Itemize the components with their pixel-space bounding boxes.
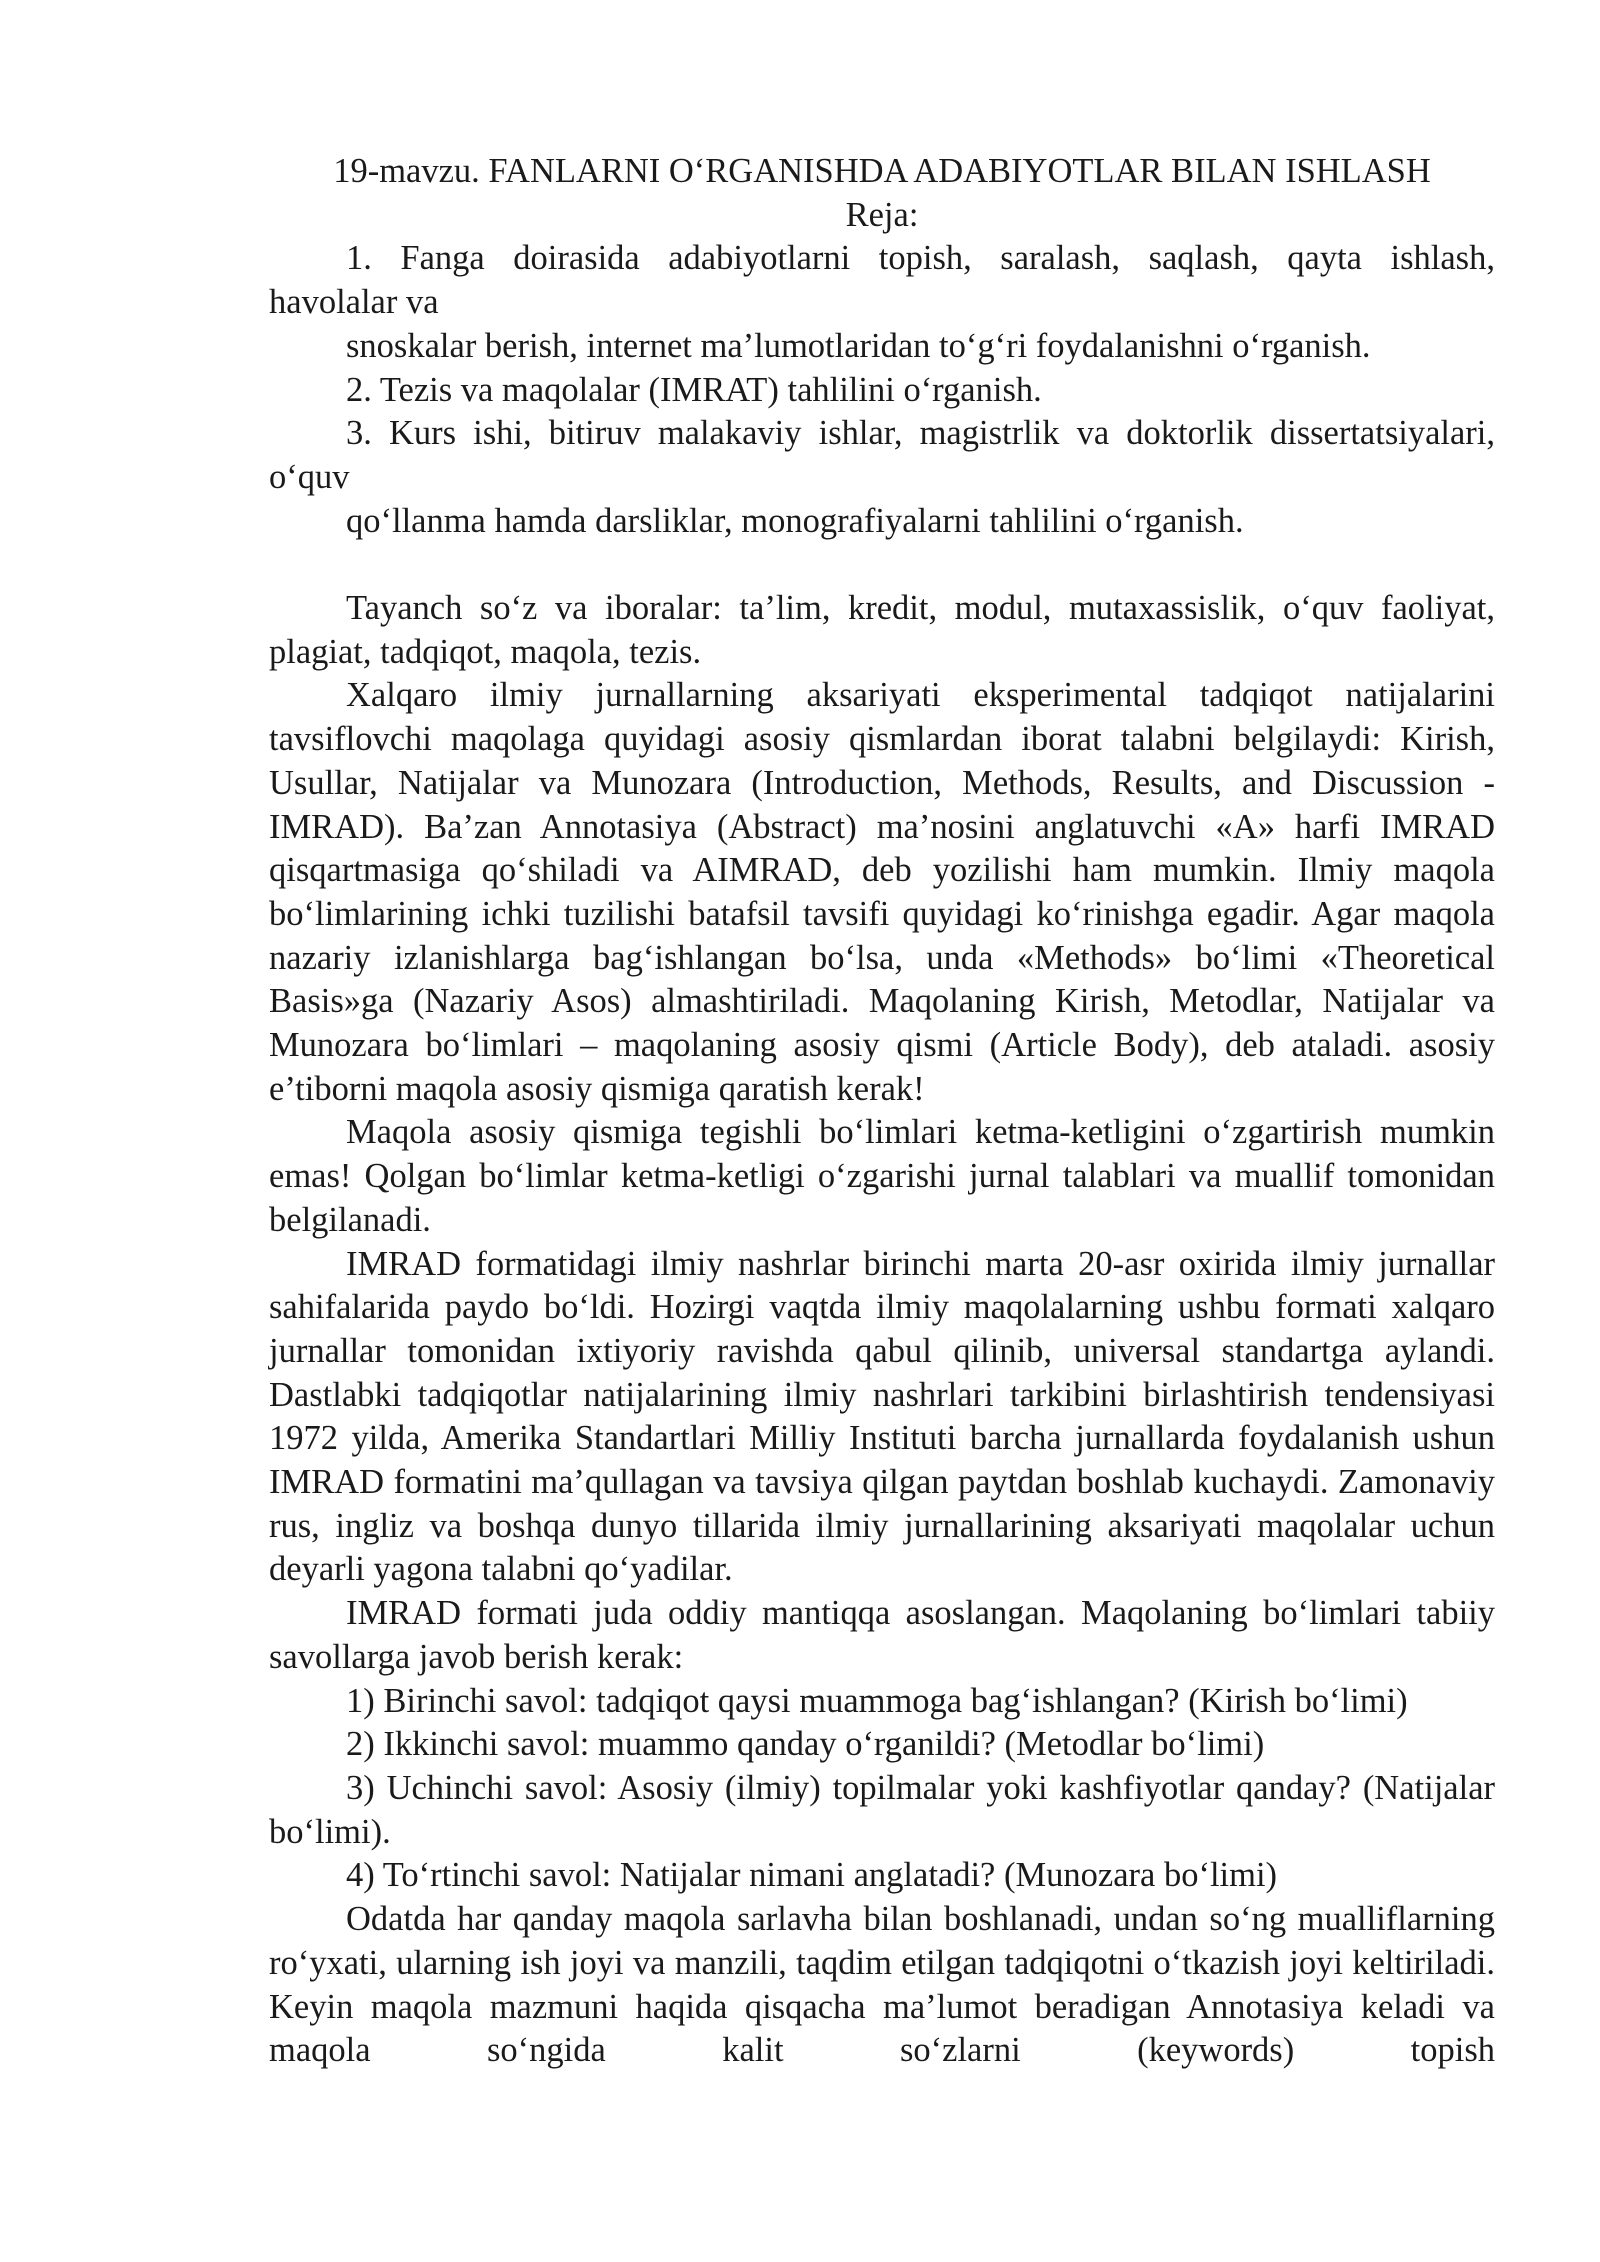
plan-item-1 [269,237,1495,368]
question-1: 1) Birinchi savol: tadqiqot qaysi muammoga bag‘ishlangan? (Kirish bo‘limi) [346,1681,1408,1720]
plan-heading: Reja: [845,195,919,234]
section-order-paragraph: Maqola asosiy qismiga tegishli bo‘limlari ketma-ketligini o‘zgartirish mumkin emas! Qolgan bo‘limlar ketma-ketligi o‘zgarishi jurnal talablari va muallif tomonidan belgilanadi. [269,1113,1495,1239]
document-title: 19-mavzu. FANLARNI O‘RGANISHDA ADABIYOTLAR BILAN ISHLASH [333,152,1431,190]
document-page [269,150,1495,2073]
plan-item-2 [269,369,1495,413]
question-4: 4) To‘rtinchi savol: Natijalar nimani anglatadi? (Munozara bo‘limi) [346,1856,1278,1895]
plan-item-2-line-1: 2. Tezis va maqolalar (IMRAT) tahlilini o‘rganish. [346,370,1042,409]
blank-line [269,543,1495,587]
imrad-intro-paragraph: Xalqaro ilmiy jurnallarning aksariyati eksperimental tadqiqot natijalarini tavsiflovchi maqolaga quyidagi asosiy qismlardan iborat talabni belgilaydi: Kirish, Usullar, Natijalar va Munozara (Introduction, Methods, Results, and Discussion - IMRAD). Ba’zan Annotasiya (Abstract) ma’nosini anglatuvchi «A» harfi IMRAD qisqartmasiga qo‘shiladi va AIMRAD, deb yozilishi ham mumkin. Ilmiy maqola bo‘limlarining ichki tuzilishi batafsil tavsifi quyidagi ko‘rinishga egadir. Agar maqola nazariy izlanishlarga bag‘ishlangan bo‘lsa, unda «Methods» bo‘limi «Theoretical Basis»ga (Nazariy Asos) almashtiriladi. Maqolaning Kirish, Metodlar, Natijalar va Munozara bo‘limlari – maqolaning asosiy qismi (Article Body), deb ataladi. asosiy e’tiborni maqola asosiy qismiga qaratish kerak! [269,676,1495,1108]
imrad-logic-paragraph: IMRAD formati juda oddiy mantiqqa asoslangan. Maqolaning bo‘limlari tabiiy savollarga javob berish kerak: [269,1594,1495,1676]
closing-paragraph: Odatda har qanday maqola sarlavha bilan boshlanadi, undan so‘ng mualliflarning ro‘yxati, ularning ish joyi va manzili, taqdim etilgan tadqiqotni o‘tkazish joyi keltiriladi. Keyin maqola mazmuni haqida qisqacha ma’lumot beradigan Annotasiya keladi va maqola so‘ngida kalit so‘zlarni (keywords) topish [269,1900,1495,2070]
plan-item-1-line-2: havolalar va [269,283,439,322]
question-3: 3) Uchinchi savol: Asosiy (ilmiy) topilmalar yoki kashfiyotlar qanday? (Natijalar bo‘limi). [269,1769,1495,1851]
keywords-paragraph: Tayanch so‘z va iboralar: ta’lim, kredit, modul, mutaxassislik, o‘quv faoliyat, plagiat, tadqiqot, maqola, tezis. [269,589,1495,671]
question-2: 2) Ikkinchi savol: muammo qanday o‘rganildi? (Metodlar bo‘limi) [346,1725,1265,1764]
plan-item-3-line-3: qo‘llanma hamda darsliklar, monografiyalarni tahlilini o‘rganish. [346,501,1244,540]
plan-item-3 [269,412,1495,543]
plan-item-3-line-1: 3. Kurs ishi, bitiruv malakaviy ishlar, magistrlik va doktorlik dissertatsiyalari, [346,414,1495,453]
plan-item-1-line-3: snoskalar berish, internet ma’lumotlaridan to‘g‘ri foydalanishni o‘rganish. [346,326,1371,365]
imrad-history-paragraph: IMRAD formatidagi ilmiy nashrlar birinchi marta 20-asr oxirida ilmiy jurnallar sahifalarida paydo bo‘ldi. Hozirgi vaqtda ilmiy maqolalarning ushbu formati xalqaro jurnallar tomonidan ixtiyoriy ravishda qabul qilinib, universal standartga aylandi. Dastlabki tadqiqotlar natijalarining ilmiy nashrlari tarkibini birlashtirish tendensiyasi 1972 yilda, Amerika Standartlari Milliy Instituti barcha jurnallarda foydalanish ushun IMRAD formatini ma’qullagan va tavsiya qilgan paytdan boshlab kuchaydi. Zamonaviy rus, ingliz va boshqa dunyo tillarida ilmiy jurnallarining aksariyati maqolalar uchun deyarli yagona talabni qo‘yadilar. [269,1244,1495,1589]
plan-list [269,237,1495,543]
plan-item-1-line-1: 1. Fanga doirasida adabiyotlarni topish, saralash, saqlash, qayta ishlash, [346,239,1495,278]
plan-item-3-line-2: o‘quv [269,457,350,496]
questions-list [269,1680,1495,1899]
